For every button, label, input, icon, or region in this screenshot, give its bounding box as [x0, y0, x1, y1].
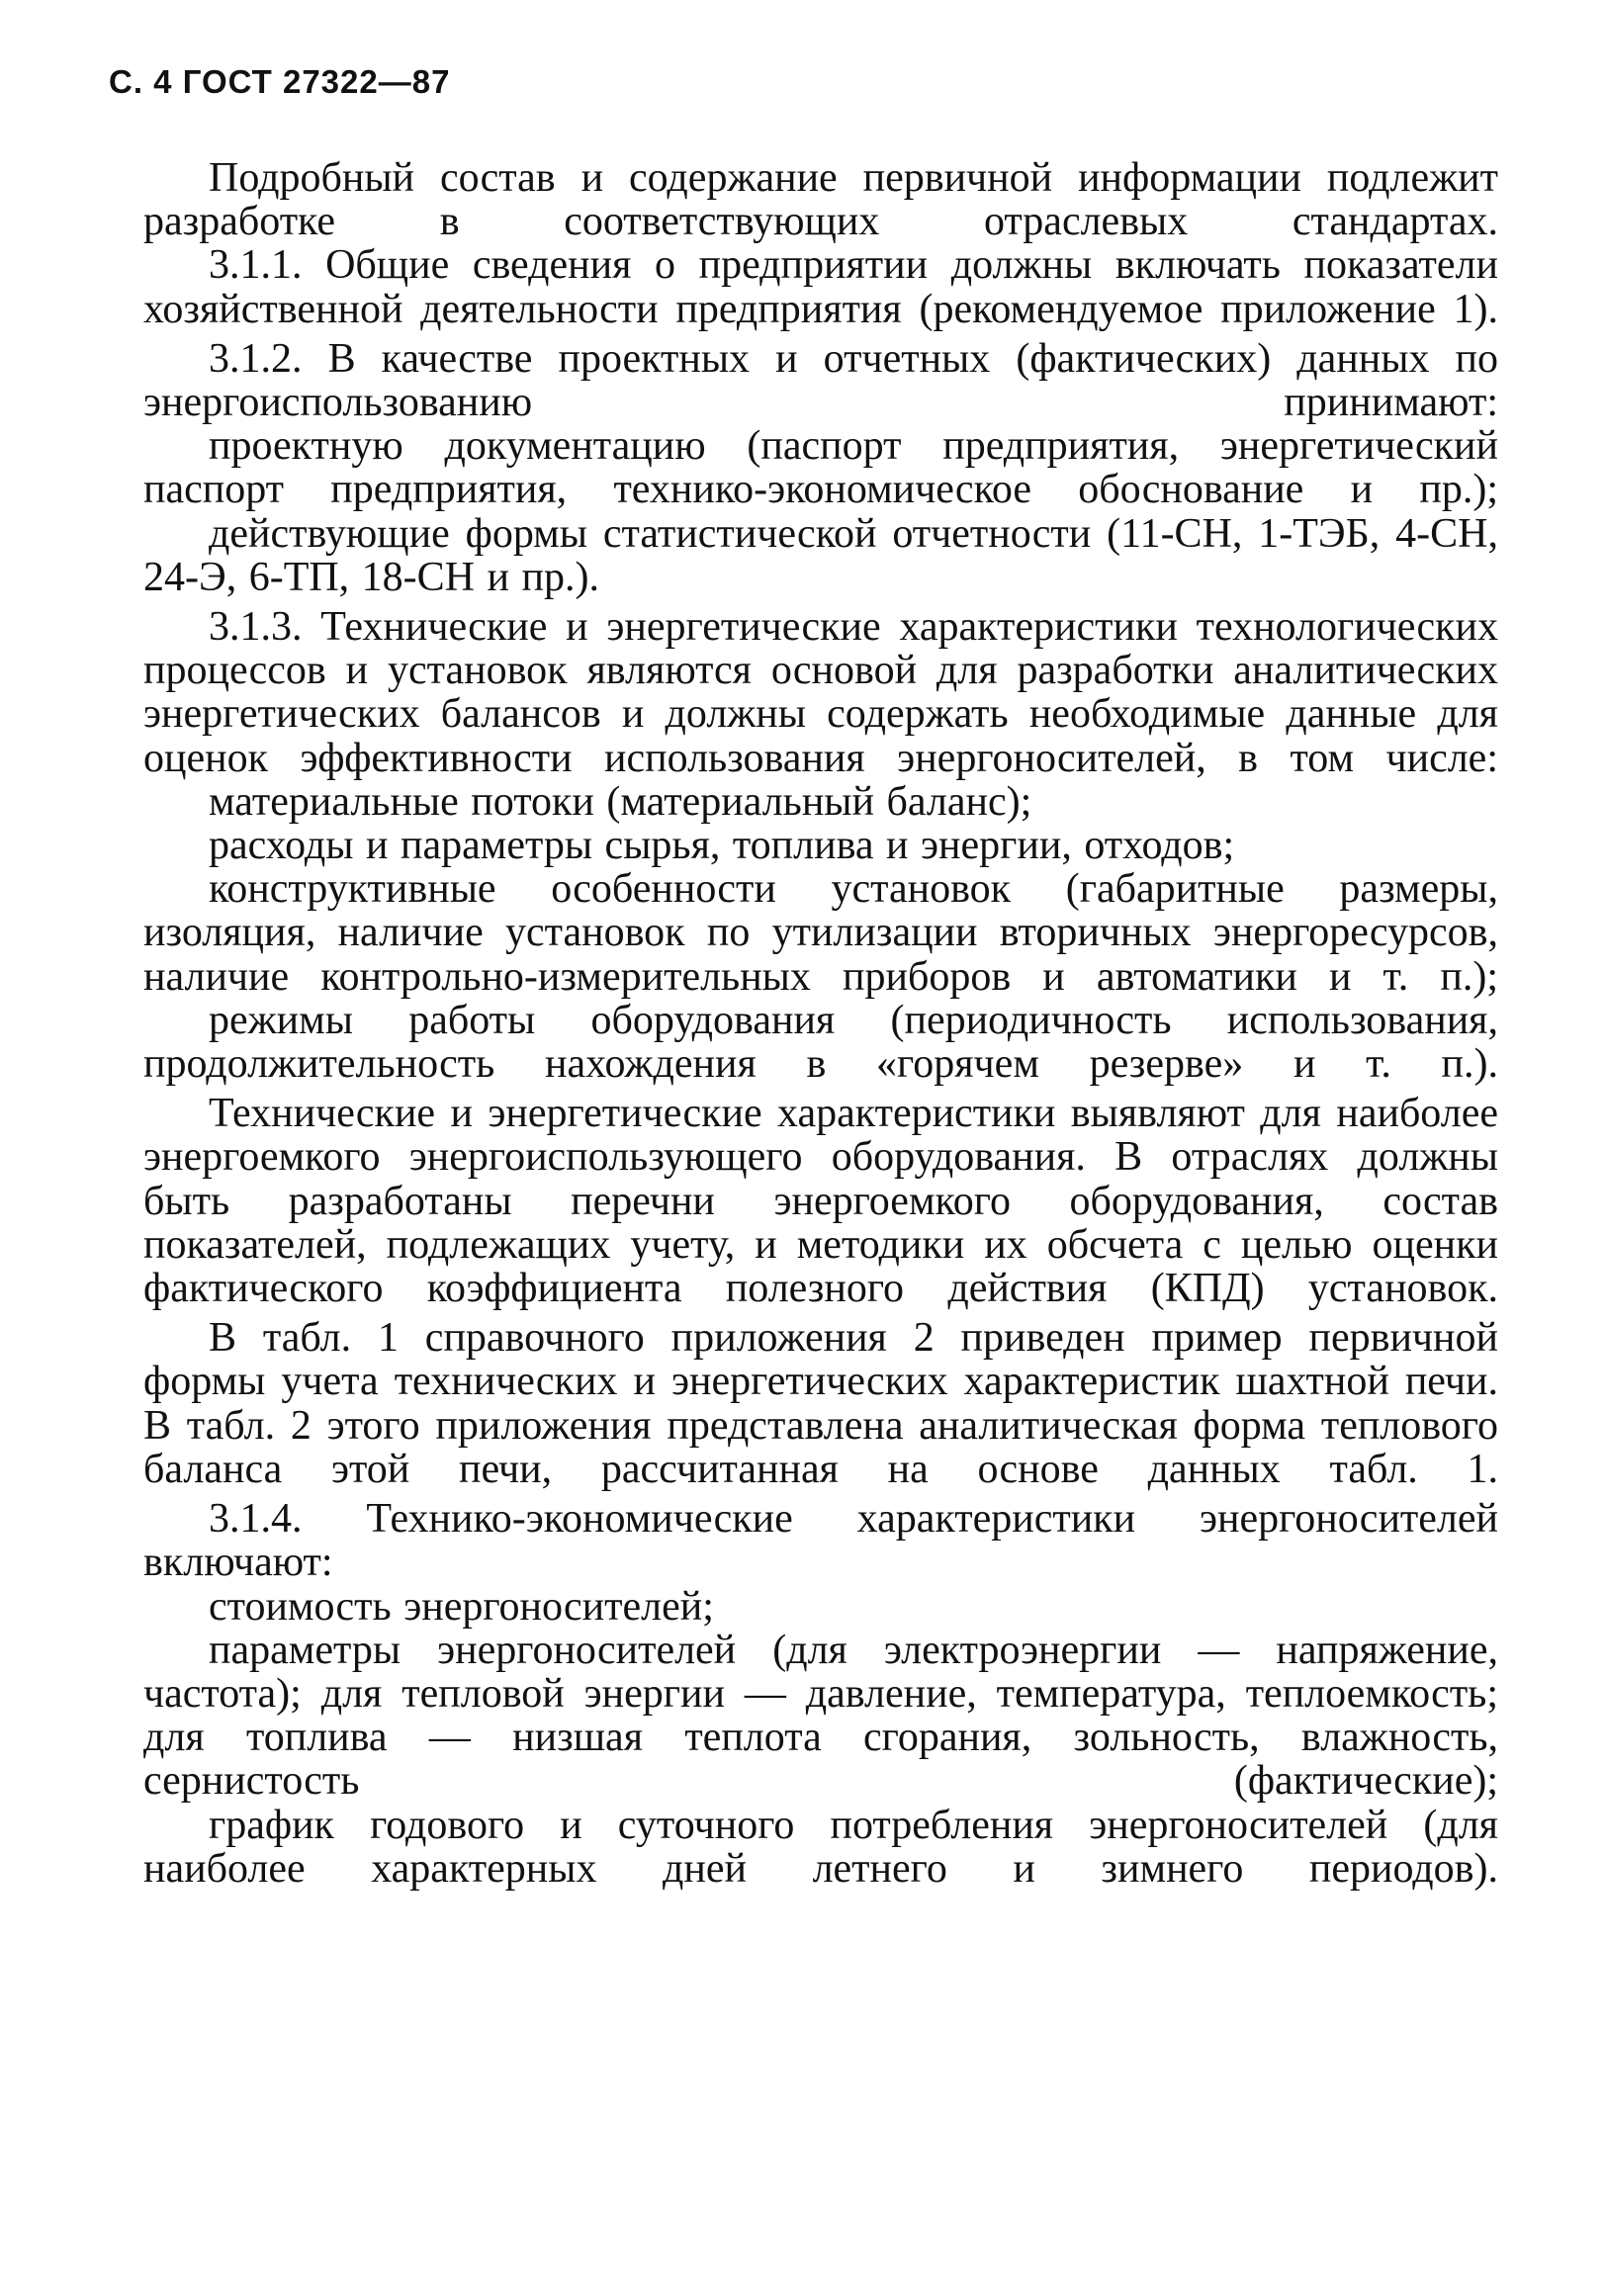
list-item-material-flows: материальные потоки (материальный баланс); — [209, 778, 1032, 825]
page-header — [109, 63, 450, 101]
list-item-project-docs: проектную документацию (паспорт предприятия, энергетический паспорт предприятия, технико-экономическое обоснование и пр.); — [143, 423, 1498, 513]
standard-designation: ГОСТ 27322—87 — [182, 63, 451, 100]
body-text — [143, 156, 1498, 1891]
paragraph-3-1-1: 3.1.1. Общие сведения о предприятии должны включать показатели хозяйственной деятельности предприятия (рекомендуемое приложение 1). — [143, 242, 1498, 332]
list-item-design-features: конструктивные особенности установок (габаритные размеры, изоляция, наличие установок по утилизации вторичных энергоресурсов, наличие контрольно-измерительных приборов и автоматики и т. п.); — [143, 866, 1498, 1000]
list-item-operating-modes: режимы работы оборудования (периодичность использования, продолжительность нахождения в «горячем резерве» и т. п.). — [143, 997, 1498, 1088]
paragraph-tables-reference: В табл. 1 справочного приложения 2 приведен пример первичной формы учета технических и энергетических характеристик шахтной печи. В табл. 2 этого приложения представлена аналитическая форма теплового баланса этой печи, рассчитанная на основе данных табл. 1. — [143, 1315, 1498, 1492]
list-item-consumption-schedule: график годового и суточного потребления энергоносителей (для наиболее характерных дней летнего и зимнего периодов). — [143, 1802, 1498, 1892]
list-item-statistical-forms: действующие формы статистической отчетности (11-СН, 1-ТЭБ, 4-СН, 24-Э, 6-ТП, 18-СН и пр.). — [143, 510, 1498, 600]
paragraph-3-1-2: 3.1.2. В качестве проектных и отчетных (фактических) данных по энергоиспользованию принимают: — [143, 335, 1498, 426]
list-item-parameters: параметры энергоносителей (для электроэнергии — напряжение, частота); для тепловой энергии — давление, температура, теплоемкость; для топлива — низшая теплота сгорания, зольность, влажность, сернистость (фактические); — [143, 1627, 1498, 1805]
list-item-cost: стоимость энергоносителей; — [209, 1583, 714, 1630]
paragraph-intro: Подробный состав и содержание первичной информации подлежит разработке в соответствующих отраслевых стандартах. — [143, 155, 1498, 245]
page-number: С. 4 — [109, 63, 173, 100]
list-item-consumption: расходы и параметры сырья, топлива и энергии, отходов; — [209, 823, 1235, 869]
paragraph-3-1-4: 3.1.4. Технико-экономические характеристики энергоносителей включают: — [143, 1496, 1498, 1586]
paragraph-characteristics: Технические и энергетические характеристики выявляют для наиболее энергоемкого энергоиспользующего оборудования. В отраслях должны быть разработаны перечни энергоемкого оборудования, состав показателей, подлежащих учету, и методики их обсчета с целью оценки фактического коэффициента полезного действия (КПД) установок. — [143, 1091, 1498, 1312]
paragraph-3-1-3: 3.1.3. Технические и энергетические характеристики технологических процессов и установок являются основой для разработки аналитических энергетических балансов и должны содержать необходимые данные для оценок эффективности использования энергоносителей, в том числе: — [143, 604, 1498, 781]
